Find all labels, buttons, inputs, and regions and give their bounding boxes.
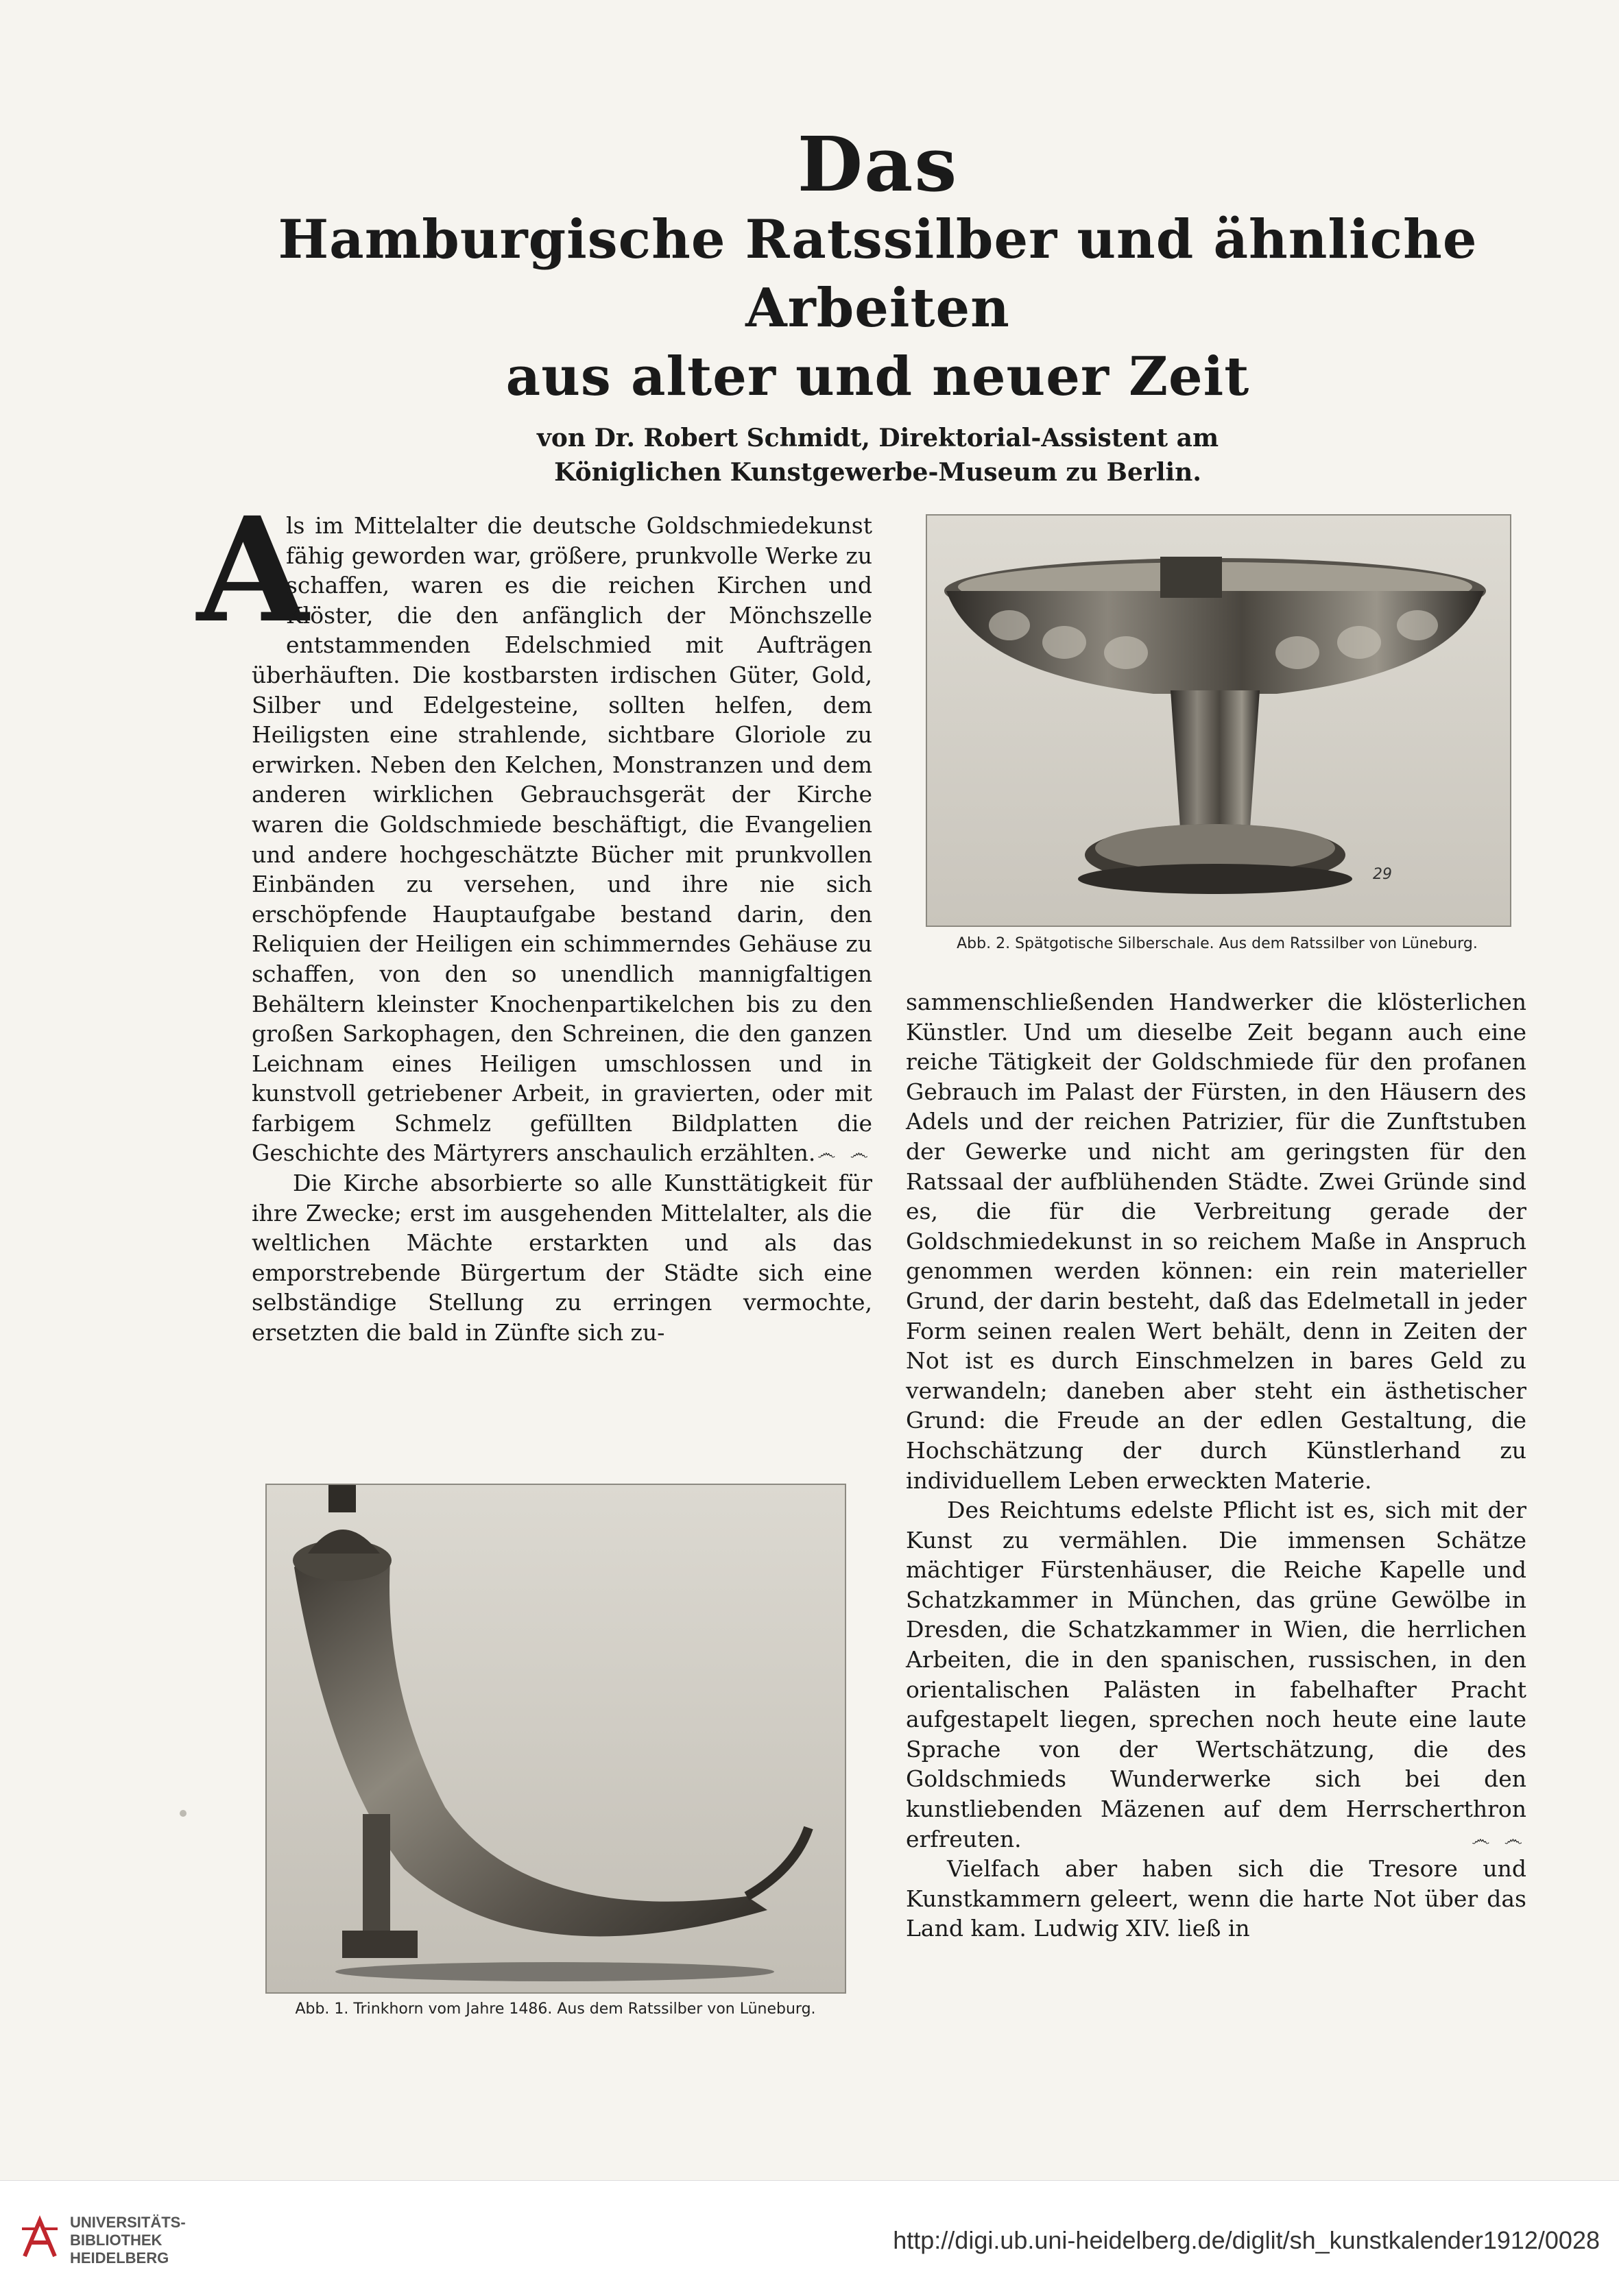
paragraph: Die Kirche absorbierte so alle Kunsttätigkeit für ihre Zwecke; erst im ausgehenden Mittelalter, als die weltlichen Mächte erstarkten und als das emporstrebende Bürgertum der Städte sich eine selbständige Stellung zu erringen vermochte, ersetzten die bald in Zünfte sich zu-	[252, 1170, 872, 1346]
paragraph: sammenschließenden Handwerker die klösterlichen Künstler. Und um dieselbe Zeit begann auch eine reiche Tätigkeit der Goldschmiede für den profanen Gebrauch im Palast der Fürsten, in den Häusern des Adels und der reichen Patrizier, für die Zunftstuben der Gewerke und nicht am geringsten für den Ratssaal der aufblühenden Städte. Zwei Gründe sind es, die für die Verbreitung gerade der Goldschmiedekunst in so reichem Maße in Anspruch genommen werden können: ein rein materieller Grund, der darin besteht, daß das Edelmetall in jeder Form seinen realen Wert behält, denn in Zeiten der Not ist es durch Einschmelzen in bares Geld zu verwandeln; daneben aber steht ein ästhetischer Grund: die Freude an der edlen Gestaltung, die Hochschätzung der durch Künstlerhand zu individuellem Leben erweckten Materie.	[906, 989, 1526, 1494]
library-name[interactable]	[70, 2214, 186, 2267]
paragraph-text: ls im Mittelalter die deutsche Goldschmiedekunst fähig geworden war, größere, prunkvolle Werke zu schaffen, waren es die reichen Kirchen und Klöster, die den anfänglich der Mönchszelle entstammenden Edelschmied mit Aufträgen überhäuften. Die kostbarsten irdischen Güter, Gold, Silber und Edelgesteine, sollten helfen, dem Heiligsten eine strahlende, sichtbare Gloriole zu erwirken. Neben den Kelchen, Monstranzen und dem anderen wirklichen Gebrauchsgerät der Kirche waren die Goldschmiede beschäftigt, die Evangelien und andere hochgeschätzte Bücher mit prunkvollen Einbänden zu versehen, und ihre nie sich erschöpfende Hauptaufgabe bestand darin, den Reliquien der Heiligen ein schimmerndes Gehäuse zu schaffen, von den so unendlich mannigfaltigen Behältern kleinster Knochenpartikelchen bis zu den großen Sarkophagen, den Schreinen, die den ganzen Leichnam eines Heiligen umschlossen und in kunstvoll getriebener Arbeit, in gravierten, oder mit farbigem Schmelz gefüllten Bildplatten die Geschichte des Märtyrers anschaulich erzählten.	[252, 512, 872, 1167]
figure-caption-top: Abb. 2. Spätgotische Silberschale. Aus dem Ratssilber von Lüneburg.	[957, 935, 1478, 952]
figure-caption-bottom: Abb. 1. Trinkhorn vom Jahre 1486. Aus dem Ratssilber von Lüneburg.	[295, 2001, 816, 2018]
article-title	[206, 120, 1550, 490]
figure-drinking-horn	[265, 1484, 846, 1994]
silver-bowl-illustration	[927, 516, 1510, 926]
library-name-line-3: HEIDELBERG	[70, 2249, 169, 2267]
title-line-1: Das	[797, 120, 959, 208]
scan-speck	[180, 1810, 187, 1817]
title-line-3: aus alter und neuer Zeit	[505, 346, 1250, 408]
library-name-line-2: BIBLIOTHEK	[70, 2232, 163, 2249]
text-column-right	[906, 987, 1526, 1944]
heidelberg-library-logo-icon[interactable]	[19, 2215, 60, 2262]
ornament-glyph: ෴ ෴	[817, 1141, 872, 1165]
title-line-2: Hamburgische Ratssilber und ähnliche Arbeiten	[278, 208, 1478, 339]
paragraph	[906, 1495, 1526, 1854]
byline-line-1: von Dr. Robert Schmidt, Direktorial-Assistent am	[536, 424, 1219, 452]
author-byline	[206, 421, 1550, 490]
ornament-glyph: ෴ ෴	[1472, 1827, 1526, 1850]
permalink-url[interactable]: http://digi.ub.uni-heidelberg.de/diglit/sh_kunstkalender1912/0028	[893, 2226, 1600, 2254]
byline-line-2: Königlichen Kunstgewerbe-Museum zu Berlin.	[554, 458, 1201, 487]
paragraph	[197, 485, 872, 1168]
drinking-horn-illustration	[267, 1485, 845, 1992]
figure-number: 29	[1373, 866, 1392, 883]
text-column-left	[197, 485, 872, 1348]
figure-silver-bowl	[926, 514, 1511, 927]
paragraph: Vielfach aber haben sich die Tresore und Kunstkammern geleert, wenn die harte Not über das Land kam. Ludwig XIV. ließ in	[906, 1855, 1526, 1942]
library-name-line-1: UNIVERSITÄTS-	[70, 2214, 186, 2231]
library-footer	[0, 2180, 1619, 2296]
paragraph-text: Des Reichtums edelste Pflicht ist es, sich mit der Kunst zu vermählen. Die immensen Schätze mächtiger Fürstenhäuser, die Reiche Kapelle und Schatzkammer in München, das grüne Gewölbe in Dresden, die Schatzkammer in Wien, die herrlichen Arbeiten, die in den spanischen, russischen, in den orientalischen Palästen in fabelhafter Pracht aufgestapelt liegen, sprechen noch heute eine laute Sprache von der Wertschätzung, die des Goldschmieds Wunderwerke sich bei den kunstliebenden Mäzenen auf dem Herrscherthron erfreuten.	[906, 1497, 1526, 1852]
drop-cap: A	[197, 485, 309, 655]
